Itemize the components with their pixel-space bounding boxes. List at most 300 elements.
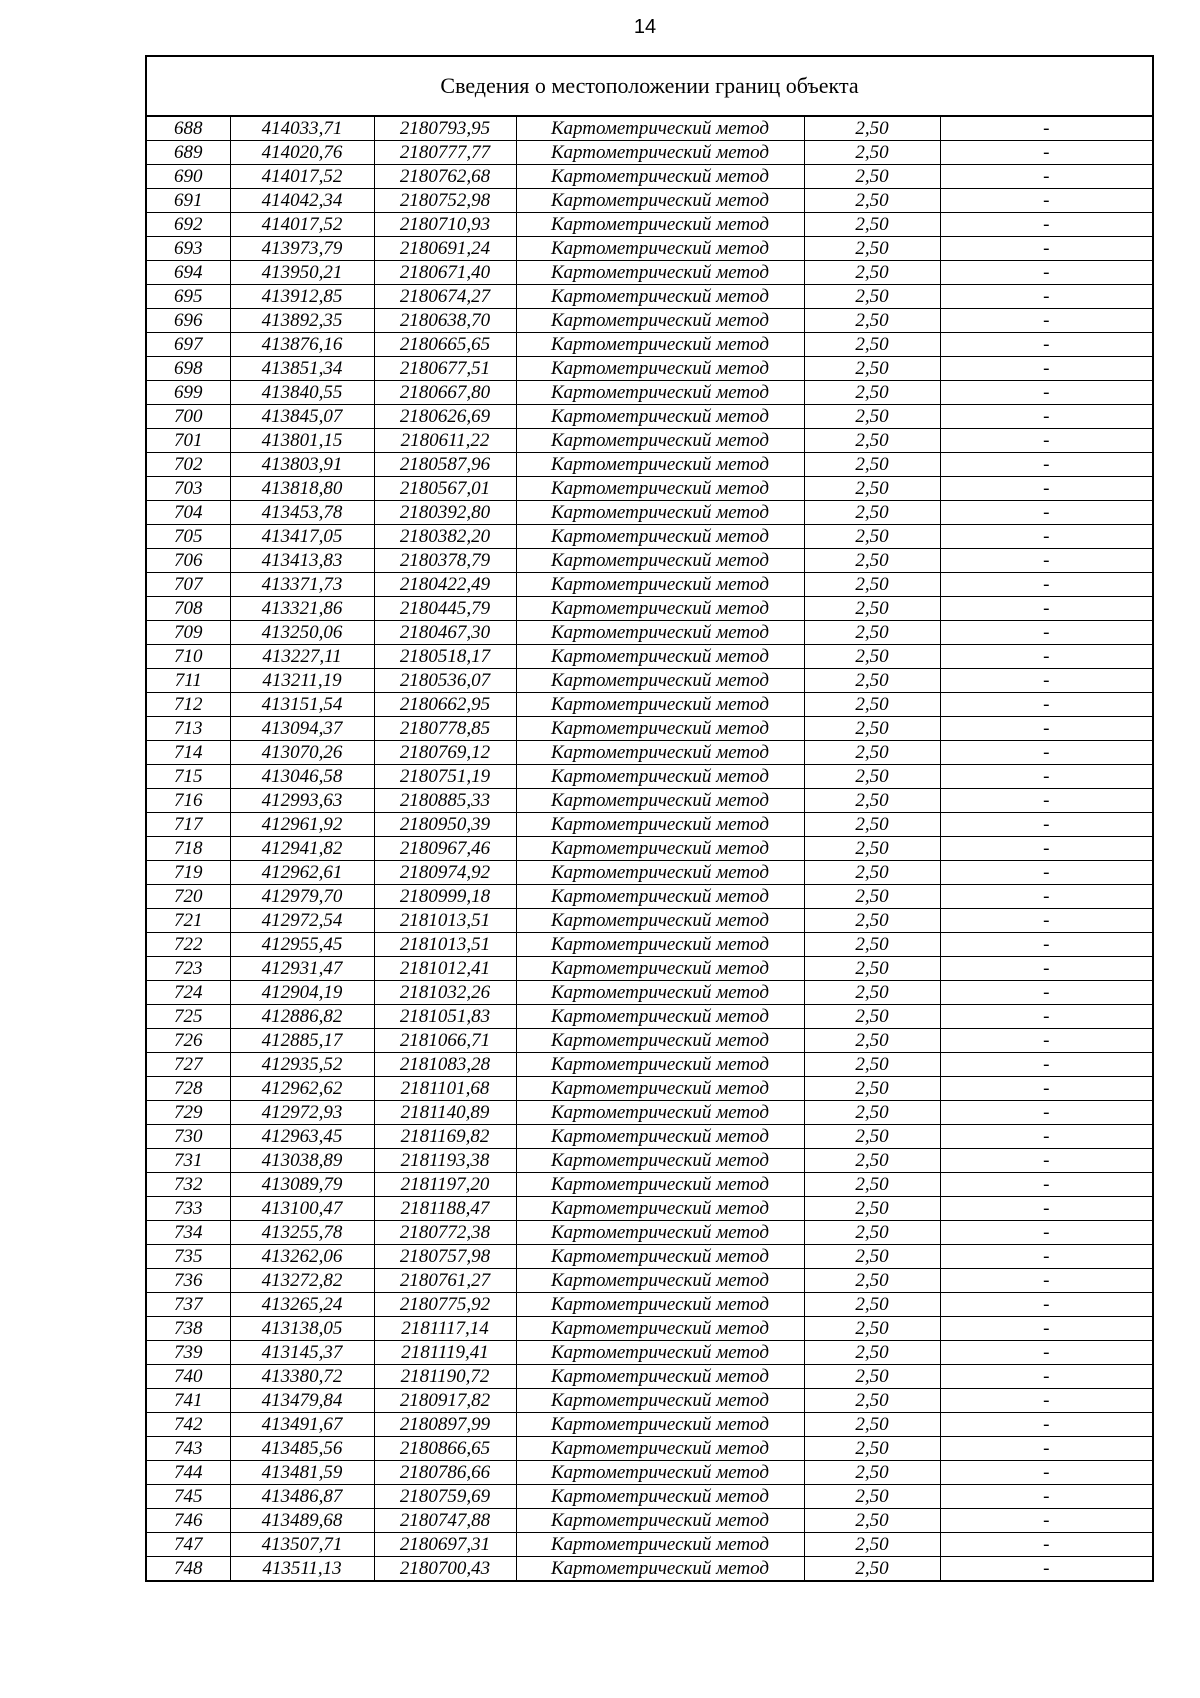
note-cell: - — [940, 1269, 1152, 1293]
x-coordinate-cell: 414017,52 — [230, 213, 374, 237]
method-cell: Картометрический метод — [516, 405, 804, 429]
accuracy-cell: 2,50 — [804, 1461, 940, 1485]
table-row — [147, 1125, 1152, 1149]
x-coordinate-cell: 413818,80 — [230, 477, 374, 501]
y-coordinate-cell: 2181051,83 — [374, 1005, 516, 1029]
y-coordinate-cell: 2180671,40 — [374, 261, 516, 285]
note-cell: - — [940, 117, 1152, 141]
note-cell: - — [940, 1293, 1152, 1317]
method-cell: Картометрический метод — [516, 1077, 804, 1101]
y-coordinate-cell: 2181119,41 — [374, 1341, 516, 1365]
table-row — [147, 1173, 1152, 1197]
table-row — [147, 837, 1152, 861]
table-row — [147, 933, 1152, 957]
point-number-cell: 699 — [147, 381, 230, 405]
x-coordinate-cell: 412979,70 — [230, 885, 374, 909]
note-cell: - — [940, 645, 1152, 669]
note-cell: - — [940, 885, 1152, 909]
table-row — [147, 1077, 1152, 1101]
note-cell: - — [940, 813, 1152, 837]
accuracy-cell: 2,50 — [804, 141, 940, 165]
method-cell: Картометрический метод — [516, 237, 804, 261]
table-row — [147, 717, 1152, 741]
table-row — [147, 333, 1152, 357]
point-number-cell: 692 — [147, 213, 230, 237]
point-number-cell: 705 — [147, 525, 230, 549]
table-row — [147, 741, 1152, 765]
note-cell: - — [940, 549, 1152, 573]
y-coordinate-cell: 2180392,80 — [374, 501, 516, 525]
method-cell: Картометрический метод — [516, 981, 804, 1005]
point-number-cell: 723 — [147, 957, 230, 981]
y-coordinate-cell: 2180677,51 — [374, 357, 516, 381]
x-coordinate-cell: 413138,05 — [230, 1317, 374, 1341]
note-cell: - — [940, 717, 1152, 741]
accuracy-cell: 2,50 — [804, 1005, 940, 1029]
method-cell: Картометрический метод — [516, 309, 804, 333]
accuracy-cell: 2,50 — [804, 549, 940, 573]
y-coordinate-cell: 2180665,65 — [374, 333, 516, 357]
note-cell: - — [940, 1365, 1152, 1389]
point-number-cell: 715 — [147, 765, 230, 789]
x-coordinate-cell: 413250,06 — [230, 621, 374, 645]
point-number-cell: 693 — [147, 237, 230, 261]
note-cell: - — [940, 333, 1152, 357]
accuracy-cell: 2,50 — [804, 1149, 940, 1173]
point-number-cell: 691 — [147, 189, 230, 213]
method-cell: Картометрический метод — [516, 501, 804, 525]
method-cell: Картометрический метод — [516, 1557, 804, 1581]
accuracy-cell: 2,50 — [804, 957, 940, 981]
method-cell: Картометрический метод — [516, 621, 804, 645]
accuracy-cell: 2,50 — [804, 765, 940, 789]
y-coordinate-cell: 2180638,70 — [374, 309, 516, 333]
note-cell: - — [940, 213, 1152, 237]
x-coordinate-cell: 413380,72 — [230, 1365, 374, 1389]
note-cell: - — [940, 1389, 1152, 1413]
table-row — [147, 1269, 1152, 1293]
accuracy-cell: 2,50 — [804, 621, 940, 645]
y-coordinate-cell: 2180697,31 — [374, 1533, 516, 1557]
note-cell: - — [940, 1125, 1152, 1149]
x-coordinate-cell: 413507,71 — [230, 1533, 374, 1557]
y-coordinate-cell: 2180536,07 — [374, 669, 516, 693]
accuracy-cell: 2,50 — [804, 1533, 940, 1557]
note-cell: - — [940, 285, 1152, 309]
y-coordinate-cell: 2180917,82 — [374, 1389, 516, 1413]
table-row — [147, 1509, 1152, 1533]
y-coordinate-cell: 2180950,39 — [374, 813, 516, 837]
note-cell: - — [940, 1509, 1152, 1533]
y-coordinate-cell: 2180762,68 — [374, 165, 516, 189]
point-number-cell: 712 — [147, 693, 230, 717]
method-cell: Картометрический метод — [516, 1317, 804, 1341]
table-row — [147, 429, 1152, 453]
point-number-cell: 739 — [147, 1341, 230, 1365]
coordinates-table-body — [147, 117, 1152, 1580]
accuracy-cell: 2,50 — [804, 1197, 940, 1221]
accuracy-cell: 2,50 — [804, 861, 940, 885]
method-cell: Картометрический метод — [516, 885, 804, 909]
note-cell: - — [940, 429, 1152, 453]
y-coordinate-cell: 2181188,47 — [374, 1197, 516, 1221]
point-number-cell: 713 — [147, 717, 230, 741]
method-cell: Картометрический метод — [516, 1341, 804, 1365]
y-coordinate-cell: 2180974,92 — [374, 861, 516, 885]
note-cell: - — [940, 1173, 1152, 1197]
x-coordinate-cell: 413094,37 — [230, 717, 374, 741]
point-number-cell: 703 — [147, 477, 230, 501]
y-coordinate-cell: 2180866,65 — [374, 1437, 516, 1461]
point-number-cell: 722 — [147, 933, 230, 957]
y-coordinate-cell: 2181083,28 — [374, 1053, 516, 1077]
point-number-cell: 742 — [147, 1413, 230, 1437]
accuracy-cell: 2,50 — [804, 1125, 940, 1149]
accuracy-cell: 2,50 — [804, 1293, 940, 1317]
table-row — [147, 501, 1152, 525]
table-row — [147, 1365, 1152, 1389]
method-cell: Картометрический метод — [516, 381, 804, 405]
accuracy-cell: 2,50 — [804, 189, 940, 213]
table-row — [147, 1341, 1152, 1365]
y-coordinate-cell: 2180747,88 — [374, 1509, 516, 1533]
x-coordinate-cell: 413803,91 — [230, 453, 374, 477]
accuracy-cell: 2,50 — [804, 1029, 940, 1053]
accuracy-cell: 2,50 — [804, 1245, 940, 1269]
y-coordinate-cell: 2180674,27 — [374, 285, 516, 309]
point-number-cell: 702 — [147, 453, 230, 477]
note-cell: - — [940, 1557, 1152, 1581]
coordinates-table — [147, 117, 1152, 1580]
accuracy-cell: 2,50 — [804, 1101, 940, 1125]
table-row — [147, 309, 1152, 333]
point-number-cell: 741 — [147, 1389, 230, 1413]
x-coordinate-cell: 413511,13 — [230, 1557, 374, 1581]
table-row — [147, 1221, 1152, 1245]
y-coordinate-cell: 2180467,30 — [374, 621, 516, 645]
note-cell: - — [940, 741, 1152, 765]
note-cell: - — [940, 597, 1152, 621]
x-coordinate-cell: 412972,93 — [230, 1101, 374, 1125]
point-number-cell: 709 — [147, 621, 230, 645]
x-coordinate-cell: 413876,16 — [230, 333, 374, 357]
accuracy-cell: 2,50 — [804, 1221, 940, 1245]
point-number-cell: 735 — [147, 1245, 230, 1269]
point-number-cell: 689 — [147, 141, 230, 165]
method-cell: Картометрический метод — [516, 117, 804, 141]
method-cell: Картометрический метод — [516, 789, 804, 813]
table-row — [147, 165, 1152, 189]
point-number-cell: 737 — [147, 1293, 230, 1317]
accuracy-cell: 2,50 — [804, 813, 940, 837]
table-row — [147, 813, 1152, 837]
point-number-cell: 743 — [147, 1437, 230, 1461]
method-cell: Картометрический метод — [516, 669, 804, 693]
x-coordinate-cell: 413100,47 — [230, 1197, 374, 1221]
y-coordinate-cell: 2180761,27 — [374, 1269, 516, 1293]
point-number-cell: 738 — [147, 1317, 230, 1341]
y-coordinate-cell: 2180777,77 — [374, 141, 516, 165]
method-cell: Картометрический метод — [516, 861, 804, 885]
note-cell: - — [940, 261, 1152, 285]
y-coordinate-cell: 2180786,66 — [374, 1461, 516, 1485]
table-row — [147, 1245, 1152, 1269]
accuracy-cell: 2,50 — [804, 645, 940, 669]
x-coordinate-cell: 413038,89 — [230, 1149, 374, 1173]
note-cell: - — [940, 381, 1152, 405]
y-coordinate-cell: 2181117,14 — [374, 1317, 516, 1341]
note-cell: - — [940, 1005, 1152, 1029]
x-coordinate-cell: 412972,54 — [230, 909, 374, 933]
y-coordinate-cell: 2180667,80 — [374, 381, 516, 405]
accuracy-cell: 2,50 — [804, 1077, 940, 1101]
y-coordinate-cell: 2180518,17 — [374, 645, 516, 669]
method-cell: Картометрический метод — [516, 741, 804, 765]
method-cell: Картометрический метод — [516, 1413, 804, 1437]
table-row — [147, 285, 1152, 309]
point-number-cell: 746 — [147, 1509, 230, 1533]
x-coordinate-cell: 412941,82 — [230, 837, 374, 861]
accuracy-cell: 2,50 — [804, 669, 940, 693]
accuracy-cell: 2,50 — [804, 1413, 940, 1437]
note-cell: - — [940, 405, 1152, 429]
table-row — [147, 1149, 1152, 1173]
x-coordinate-cell: 413227,11 — [230, 645, 374, 669]
point-number-cell: 732 — [147, 1173, 230, 1197]
method-cell: Картометрический метод — [516, 1101, 804, 1125]
note-cell: - — [940, 1101, 1152, 1125]
note-cell: - — [940, 1197, 1152, 1221]
table-row — [147, 1557, 1152, 1581]
accuracy-cell: 2,50 — [804, 453, 940, 477]
note-cell: - — [940, 957, 1152, 981]
note-cell: - — [940, 1437, 1152, 1461]
point-number-cell: 724 — [147, 981, 230, 1005]
accuracy-cell: 2,50 — [804, 981, 940, 1005]
x-coordinate-cell: 412961,92 — [230, 813, 374, 837]
x-coordinate-cell: 412904,19 — [230, 981, 374, 1005]
note-cell: - — [940, 477, 1152, 501]
accuracy-cell: 2,50 — [804, 1317, 940, 1341]
boundary-table-frame — [145, 55, 1154, 1582]
method-cell: Картометрический метод — [516, 765, 804, 789]
x-coordinate-cell: 413255,78 — [230, 1221, 374, 1245]
x-coordinate-cell: 413892,35 — [230, 309, 374, 333]
accuracy-cell: 2,50 — [804, 1437, 940, 1461]
x-coordinate-cell: 413845,07 — [230, 405, 374, 429]
method-cell: Картометрический метод — [516, 141, 804, 165]
x-coordinate-cell: 412935,52 — [230, 1053, 374, 1077]
table-row — [147, 861, 1152, 885]
table-row — [147, 909, 1152, 933]
x-coordinate-cell: 414020,76 — [230, 141, 374, 165]
point-number-cell: 745 — [147, 1485, 230, 1509]
note-cell: - — [940, 237, 1152, 261]
accuracy-cell: 2,50 — [804, 357, 940, 381]
note-cell: - — [940, 693, 1152, 717]
method-cell: Картометрический метод — [516, 453, 804, 477]
accuracy-cell: 2,50 — [804, 1509, 940, 1533]
point-number-cell: 748 — [147, 1557, 230, 1581]
note-cell: - — [940, 309, 1152, 333]
point-number-cell: 690 — [147, 165, 230, 189]
method-cell: Картометрический метод — [516, 645, 804, 669]
method-cell: Картометрический метод — [516, 285, 804, 309]
x-coordinate-cell: 414017,52 — [230, 165, 374, 189]
point-number-cell: 720 — [147, 885, 230, 909]
note-cell: - — [940, 981, 1152, 1005]
table-row — [147, 1389, 1152, 1413]
x-coordinate-cell: 412962,62 — [230, 1077, 374, 1101]
point-number-cell: 733 — [147, 1197, 230, 1221]
x-coordinate-cell: 413371,73 — [230, 573, 374, 597]
y-coordinate-cell: 2180445,79 — [374, 597, 516, 621]
table-row — [147, 405, 1152, 429]
accuracy-cell: 2,50 — [804, 381, 940, 405]
y-coordinate-cell: 2180587,96 — [374, 453, 516, 477]
method-cell: Картометрический метод — [516, 693, 804, 717]
x-coordinate-cell: 413485,56 — [230, 1437, 374, 1461]
x-coordinate-cell: 413046,58 — [230, 765, 374, 789]
method-cell: Картометрический метод — [516, 357, 804, 381]
method-cell: Картометрический метод — [516, 1053, 804, 1077]
y-coordinate-cell: 2181066,71 — [374, 1029, 516, 1053]
note-cell: - — [940, 141, 1152, 165]
accuracy-cell: 2,50 — [804, 117, 940, 141]
accuracy-cell: 2,50 — [804, 477, 940, 501]
table-row — [147, 381, 1152, 405]
note-cell: - — [940, 1461, 1152, 1485]
accuracy-cell: 2,50 — [804, 693, 940, 717]
x-coordinate-cell: 413840,55 — [230, 381, 374, 405]
accuracy-cell: 2,50 — [804, 1053, 940, 1077]
point-number-cell: 727 — [147, 1053, 230, 1077]
point-number-cell: 740 — [147, 1365, 230, 1389]
table-row — [147, 765, 1152, 789]
x-coordinate-cell: 412955,45 — [230, 933, 374, 957]
point-number-cell: 726 — [147, 1029, 230, 1053]
y-coordinate-cell: 2180626,69 — [374, 405, 516, 429]
x-coordinate-cell: 412962,61 — [230, 861, 374, 885]
accuracy-cell: 2,50 — [804, 213, 940, 237]
x-coordinate-cell: 413479,84 — [230, 1389, 374, 1413]
point-number-cell: 701 — [147, 429, 230, 453]
y-coordinate-cell: 2180793,95 — [374, 117, 516, 141]
method-cell: Картометрический метод — [516, 957, 804, 981]
accuracy-cell: 2,50 — [804, 1269, 940, 1293]
point-number-cell: 711 — [147, 669, 230, 693]
page-number: 14 — [633, 16, 657, 38]
y-coordinate-cell: 2180778,85 — [374, 717, 516, 741]
method-cell: Картометрический метод — [516, 1221, 804, 1245]
point-number-cell: 716 — [147, 789, 230, 813]
accuracy-cell: 2,50 — [804, 1557, 940, 1581]
table-row — [147, 789, 1152, 813]
accuracy-cell: 2,50 — [804, 717, 940, 741]
table-row — [147, 117, 1152, 141]
x-coordinate-cell: 412963,45 — [230, 1125, 374, 1149]
method-cell: Картометрический метод — [516, 165, 804, 189]
note-cell: - — [940, 453, 1152, 477]
table-row — [147, 1293, 1152, 1317]
method-cell: Картометрический метод — [516, 909, 804, 933]
point-number-cell: 710 — [147, 645, 230, 669]
y-coordinate-cell: 2180897,99 — [374, 1413, 516, 1437]
table-row — [147, 597, 1152, 621]
method-cell: Картометрический метод — [516, 1293, 804, 1317]
table-row — [147, 1197, 1152, 1221]
point-number-cell: 736 — [147, 1269, 230, 1293]
table-row — [147, 1029, 1152, 1053]
point-number-cell: 728 — [147, 1077, 230, 1101]
x-coordinate-cell: 413145,37 — [230, 1341, 374, 1365]
y-coordinate-cell: 2181101,68 — [374, 1077, 516, 1101]
table-row — [147, 1533, 1152, 1557]
table-row — [147, 1317, 1152, 1341]
table-row — [147, 357, 1152, 381]
table-row — [147, 1005, 1152, 1029]
x-coordinate-cell: 413070,26 — [230, 741, 374, 765]
accuracy-cell: 2,50 — [804, 837, 940, 861]
method-cell: Картометрический метод — [516, 1533, 804, 1557]
accuracy-cell: 2,50 — [804, 237, 940, 261]
y-coordinate-cell: 2180691,24 — [374, 237, 516, 261]
note-cell: - — [940, 861, 1152, 885]
x-coordinate-cell: 413262,06 — [230, 1245, 374, 1269]
accuracy-cell: 2,50 — [804, 309, 940, 333]
table-row — [147, 957, 1152, 981]
point-number-cell: 725 — [147, 1005, 230, 1029]
method-cell: Картометрический метод — [516, 1149, 804, 1173]
accuracy-cell: 2,50 — [804, 741, 940, 765]
accuracy-cell: 2,50 — [804, 1485, 940, 1509]
note-cell: - — [940, 1485, 1152, 1509]
accuracy-cell: 2,50 — [804, 1341, 940, 1365]
x-coordinate-cell: 413489,68 — [230, 1509, 374, 1533]
accuracy-cell: 2,50 — [804, 1389, 940, 1413]
table-row — [147, 693, 1152, 717]
point-number-cell: 704 — [147, 501, 230, 525]
table-row — [147, 621, 1152, 645]
x-coordinate-cell: 413265,24 — [230, 1293, 374, 1317]
y-coordinate-cell: 2180775,92 — [374, 1293, 516, 1317]
x-coordinate-cell: 413950,21 — [230, 261, 374, 285]
point-number-cell: 730 — [147, 1125, 230, 1149]
note-cell: - — [940, 1341, 1152, 1365]
note-cell: - — [940, 1317, 1152, 1341]
accuracy-cell: 2,50 — [804, 597, 940, 621]
note-cell: - — [940, 1221, 1152, 1245]
method-cell: Картометрический метод — [516, 261, 804, 285]
table-row — [147, 549, 1152, 573]
y-coordinate-cell: 2180382,20 — [374, 525, 516, 549]
accuracy-cell: 2,50 — [804, 501, 940, 525]
point-number-cell: 721 — [147, 909, 230, 933]
table-row — [147, 669, 1152, 693]
x-coordinate-cell: 413973,79 — [230, 237, 374, 261]
point-number-cell: 695 — [147, 285, 230, 309]
method-cell: Картометрический метод — [516, 1029, 804, 1053]
x-coordinate-cell: 413272,82 — [230, 1269, 374, 1293]
y-coordinate-cell: 2180757,98 — [374, 1245, 516, 1269]
method-cell: Картометрический метод — [516, 717, 804, 741]
y-coordinate-cell: 2180662,95 — [374, 693, 516, 717]
point-number-cell: 696 — [147, 309, 230, 333]
y-coordinate-cell: 2181140,89 — [374, 1101, 516, 1125]
table-row — [147, 525, 1152, 549]
x-coordinate-cell: 414042,34 — [230, 189, 374, 213]
note-cell: - — [940, 621, 1152, 645]
